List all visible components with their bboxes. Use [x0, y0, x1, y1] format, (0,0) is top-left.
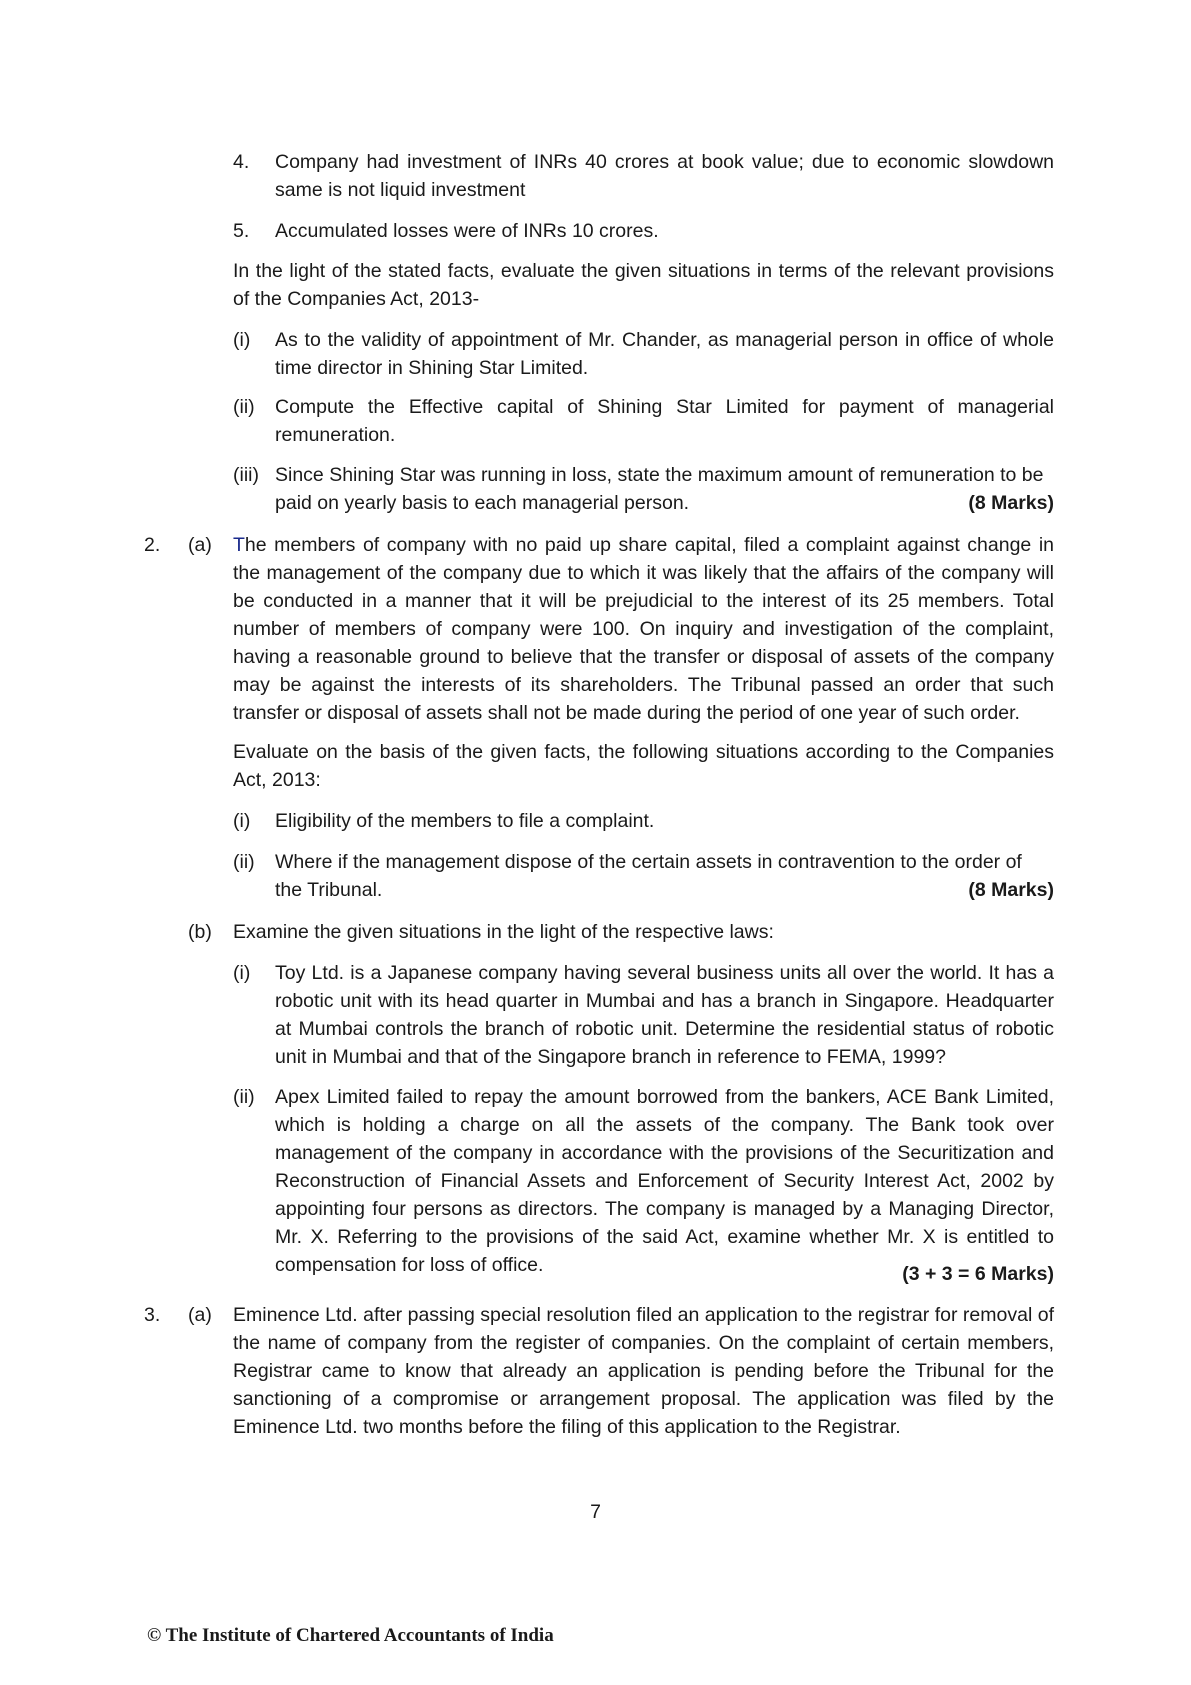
- list-item-5-text: Accumulated losses were of INRs 10 crores.: [275, 220, 659, 242]
- footer-copyright: © The Institute of Chartered Accountants of India: [147, 1625, 554, 1646]
- question-3-number: 3.: [144, 1304, 161, 1326]
- question-1-intro: In the light of the stated facts, evaluate the given situations in terms of the relevant provisions of the Companies Act, 2013-: [233, 260, 1054, 310]
- q1-sub-iii-text: Since Shining Star was running in loss, state the maximum amount of remuneration to be paid on yearly basis to each managerial person.: [275, 464, 1044, 514]
- list-item-4-text: Company had investment of INRs 40 crores at book value; due to economic slowdown same is not liquid investment: [275, 151, 1054, 201]
- question-2a-body: he members of company with no paid up share capital, filed a complaint against change in the management of the company due to which it was likely that the affairs of the company will be conducted in a manner that it will be prejudicial to the interest of its 25 members. Total number of members of company were 100. On inquiry and investigation of the complaint, having a reasonable ground to believe that the transfer or disposal of assets of the company may be against the interests of its shareholders. The Tribunal passed an order that such transfer or disposal of assets shall not be made during the period of one year of such order.: [233, 534, 1054, 724]
- page-number: 7: [590, 1501, 601, 1523]
- question-2b-label: (b): [188, 921, 212, 943]
- q2b-sub-i-text: Toy Ltd. is a Japanese company having several business units all over the world. It has a robotic unit with its head quarter in Mumbai and has a branch in Singapore. Headquarter at Mumbai controls the branch of robotic unit. Determine the residential status of robotic unit in Mumbai and that of the Singapore branch in reference to FEMA, 1999?: [275, 962, 1054, 1068]
- question-3a-label: (a): [188, 1304, 212, 1326]
- list-number-4: 4.: [233, 151, 250, 173]
- question-2-number: 2.: [144, 534, 161, 556]
- question-1-marks: (8 Marks): [968, 492, 1054, 514]
- q2a-sub-i-text: Eligibility of the members to file a complaint.: [275, 810, 655, 832]
- question-2a-text: [233, 531, 1054, 727]
- question-2a-marks: (8 Marks): [968, 879, 1054, 901]
- question-3a-text: Eminence Ltd. after passing special resolution filed an application to the registrar for removal of the name of company from the register of companies. On the complaint of certain members, Registrar came to know that already an application is pending before the Tribunal for the sanctioning of a compromise or arrangement proposal. The application was filed by the Eminence Ltd. two months before the filing of this application to the Registrar.: [233, 1304, 1054, 1438]
- question-2a-first-letter: T: [233, 534, 245, 556]
- question-2b-intro: Examine the given situations in the light of the respective laws:: [233, 921, 774, 943]
- question-2b-marks: (3 + 3 = 6 Marks): [902, 1263, 1054, 1285]
- q1-sub-i-number: (i): [233, 329, 251, 351]
- question-2a-label: (a): [188, 534, 212, 556]
- q2a-sub-ii-text: Where if the management dispose of the certain assets in contravention to the order of the Tribunal.: [275, 851, 1022, 901]
- q2b-sub-ii-number: (ii): [233, 1086, 255, 1108]
- question-2a-intro: Evaluate on the basis of the given facts, the following situations according to the Companies Act, 2013:: [233, 741, 1054, 791]
- q2a-sub-i-number: (i): [233, 810, 251, 832]
- q2b-sub-i-number: (i): [233, 962, 251, 984]
- q1-sub-ii-number: (ii): [233, 396, 255, 418]
- q1-sub-i-text: As to the validity of appointment of Mr. Chander, as managerial person in office of whole time director in Shining Star Limited.: [275, 329, 1054, 379]
- q2a-sub-ii-number: (ii): [233, 851, 255, 873]
- q1-sub-iii-number: (iii): [233, 464, 259, 486]
- list-number-5: 5.: [233, 220, 250, 242]
- q2b-sub-ii-text: Apex Limited failed to repay the amount borrowed from the bankers, ACE Bank Limited, which is holding a charge on all the assets of the company. The Bank took over management of the company in accordance with the provisions of the Securitization and Reconstruction of Financial Assets and Enforcement of Security Interest Act, 2002 by appointing four persons as directors. The company is managed by a Managing Director, Mr. X. Referring to the provisions of the said Act, examine whether Mr. X is entitled to compensation for loss of office.: [275, 1086, 1054, 1276]
- q1-sub-ii-text: Compute the Effective capital of Shining Star Limited for payment of managerial remuneration.: [275, 396, 1054, 446]
